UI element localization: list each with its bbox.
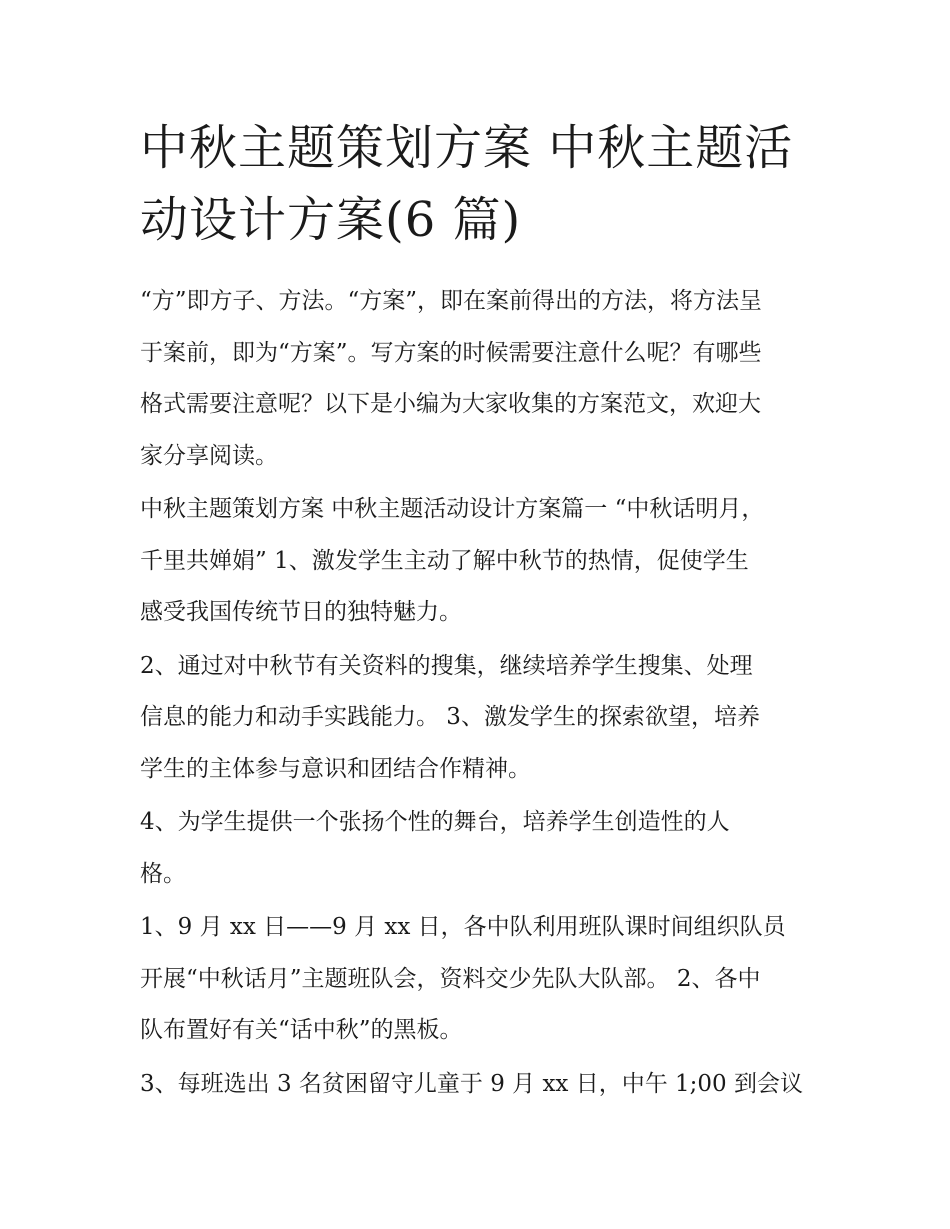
document-page	[140, 112, 812, 1112]
text-line: 家分享阅读。	[140, 442, 278, 469]
goal-paragraph-4	[140, 797, 812, 900]
text-line: 信息的能力和动手实践能力。 3、激发学生的探索欲望，培养	[140, 704, 760, 730]
text-line: “方”即方子、方法。“方案”，即在案前得出的方法，将方法呈	[140, 288, 763, 314]
text-line: 格。	[140, 860, 186, 887]
text-line: 2、通过对中秋节有关资料的搜集，继续培养学生搜集、处理	[140, 652, 753, 679]
text-line: 4、为学生提供一个张扬个性的舞台，培养学生创造性的人	[140, 809, 730, 835]
text-line: 1、9 月 xx 日——9 月 xx 日，各中队利用班队课时间组织队员	[140, 914, 786, 940]
text-line: 于案前，即为“方案”。写方案的时候需要注意什么呢？有哪些	[140, 339, 762, 366]
text-line: 千里共婵娟” 1、激发学生主动了解中秋节的热情，促使学生	[140, 547, 749, 574]
text-line: 格式需要注意呢？以下是小编为大家收集的方案范文，欢迎大	[140, 391, 761, 417]
document-title	[140, 112, 812, 256]
goal-paragraph-2	[140, 641, 812, 796]
text-line: 3、每班选出 3 名贫困留守儿童于 9 月 xx 日，中午 1;00 到会议	[140, 1070, 803, 1097]
text-line: 学生的主体参与意识和团结合作精神。	[140, 755, 531, 782]
text-line: 中秋主题策划方案 中秋主题活动设计方案篇一 “中秋话明月，	[140, 496, 765, 522]
activity-paragraph-3	[140, 1059, 812, 1111]
title-line: 动设计方案(6 篇)	[140, 192, 522, 248]
text-line: 感受我国传统节日的独特魅力。	[140, 599, 462, 625]
title-line: 中秋主题策划方案 中秋主题活	[140, 120, 794, 176]
text-line: 队布置好有关“话中秋”的黑板。	[140, 1017, 463, 1043]
text-line: 开展“中秋话月”主题班队会，资料交少先队大队部。 2、各中	[140, 965, 761, 992]
activity-paragraph-1	[140, 902, 812, 1057]
section-one-paragraph	[140, 484, 812, 639]
intro-paragraph	[140, 276, 812, 482]
